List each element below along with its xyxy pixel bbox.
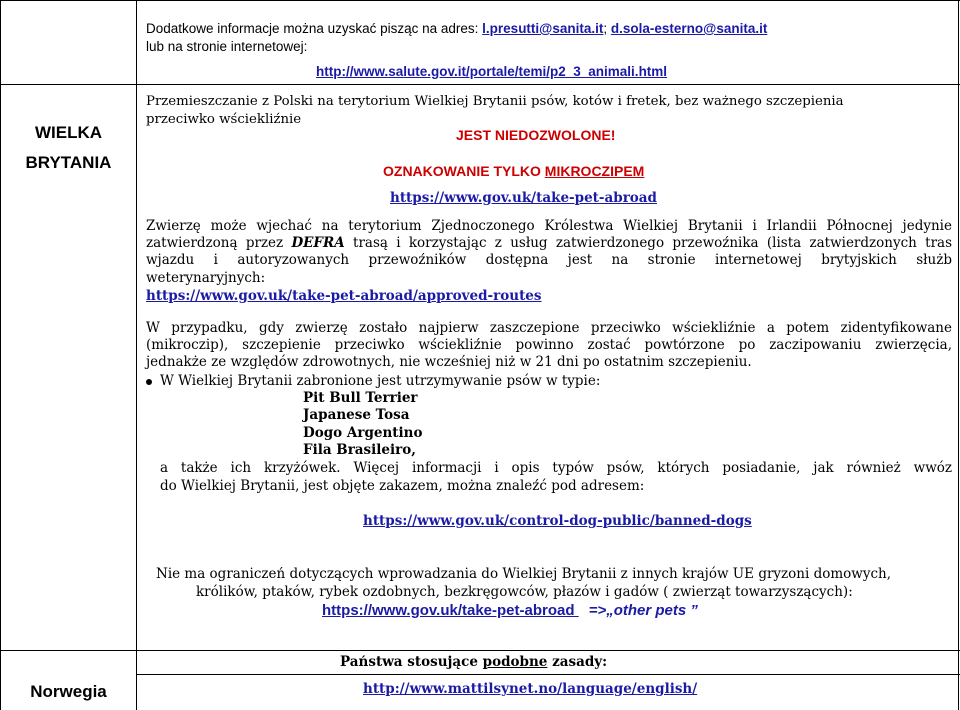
entry-line2-pre: zatwierdzoną przez (146, 235, 284, 251)
norway-rules-suffix: zasady: (552, 654, 608, 670)
contact-website-label: lub na stronie internetowej: (146, 39, 308, 54)
defra-term: DEFRA (291, 235, 345, 251)
not-allowed-warning: JEST NIEDOZWOLONE! (456, 127, 616, 143)
email-separator: ; (603, 21, 608, 36)
email-link-presutti[interactable]: l.presutti@sanita.it (482, 21, 604, 36)
banned-dogs-link-line (363, 513, 752, 530)
banned-breed-1: Pit Bull Terrier (303, 390, 418, 406)
vaccination-line-2: (mikroczip), szczepienie przeciwko wściekliźnie powinno zostać powtórzone po zaczipowaniu zwierzęcia, (146, 337, 952, 353)
bullet-icon (146, 379, 152, 385)
routes-link-line (146, 288, 542, 305)
other-pets-link[interactable]: https://www.gov.uk/take-pet-abroad (322, 602, 579, 619)
salute-link[interactable]: http://www.salute.gov.it/portale/temi/p2_3_animali.html (316, 64, 668, 79)
banned-dogs-link[interactable]: https://www.gov.uk/control-dog-public/banned-dogs (363, 513, 752, 529)
contact-info-text: Dodatkowe informacje można uzyskać pisząc na adres: (146, 21, 479, 36)
banned-breed-3: Dogo Argentino (303, 425, 423, 441)
contact-website-line (316, 63, 667, 80)
table-border-right (958, 0, 959, 710)
vaccination-line-3: jednakże ze względów zdrowotnych, nie wcześniej niż w 21 dni po ostatnim szczepieniu. (146, 354, 752, 370)
table-column-divider (136, 0, 137, 710)
crosses-line-1: a także ich krzyżówek. Więcej informacji i opis typów psów, których posiadanie, jak również wwóz (160, 460, 952, 476)
country-label-uk (1, 118, 136, 178)
banned-breed-4: Fila Brasileiro, (303, 442, 416, 458)
crosses-line-2: do Wielkiej Brytanii, jest objęte zakazem, można znaleźć pod adresem: (160, 478, 645, 494)
approved-routes-link[interactable]: https://www.gov.uk/take-pet-abroad/approved-routes (146, 288, 542, 304)
pet-abroad-link-line (390, 190, 657, 207)
norway-row-divider (0, 650, 960, 651)
microchip-word: MIKROCZIPEM (544, 163, 645, 179)
vaccination-line-1: W przypadku, gdy zwierzę zostało najpierw zaszczepione przeciwko wściekliźnie a potem zidentyfikowane (146, 320, 952, 336)
country-label-uk-line2: BRYTANIA (25, 153, 112, 172)
other-pets-line-1: Nie ma ograniczeń dotyczących wprowadzania do Wielkiej Brytanii z innych krajów UE gryzoni domowych, (156, 566, 892, 582)
pet-abroad-link[interactable]: https://www.gov.uk/take-pet-abroad (390, 190, 657, 206)
entry-paragraph-line-3: wjazdu i autoryzowanych przewoźników dostępna jest na stronie internetowej brytyjskich służb (146, 252, 952, 268)
norway-rules-underlined: podobne (482, 654, 548, 670)
microchip-requirement (383, 163, 644, 180)
movement-line-1: Przemieszczanie z Polski na terytorium Wielkiej Brytanii psów, kotów i fretek, bez ważnego szczepienia (146, 94, 844, 109)
other-pets-arrow: =>„other pets ” (588, 602, 698, 619)
ban-intro: W Wielkiej Brytanii zabronione jest utrzymywanie psów w typie: (160, 373, 601, 389)
country-label-norway: Norwegia (30, 682, 107, 701)
email-link-sola[interactable]: d.sola-esterno@sanita.it (610, 21, 768, 36)
contact-info-line (146, 20, 767, 37)
table-border-left (0, 0, 1, 710)
norway-rules-prefix: Państwa stosujące (340, 654, 478, 670)
entry-line2-post: trasą i korzystając z usług zatwierdzonego przewoźnika (lista zatwierdzonych tras (353, 235, 952, 251)
entry-paragraph-line-4: weterynaryjnych: (146, 270, 266, 286)
banned-breed-2: Japanese Tosa (303, 407, 410, 423)
microchip-prefix: OZNAKOWANIE TYLKO (383, 163, 541, 179)
mattilsynet-link[interactable]: http://www.mattilsynet.no/language/english/ (363, 681, 698, 697)
norway-link-line (363, 681, 697, 698)
norway-rules-heading (340, 654, 607, 671)
movement-line-2: przeciwko wściekliźnie (146, 112, 302, 127)
country-label-uk-line1: WIELKA (34, 123, 103, 142)
other-pets-line-2: królików, ptaków, rybek ozdobnych, bezkręgowców, płazów i gadów ( zwierząt towarzyszących): (196, 584, 853, 600)
entry-paragraph-line-1: Zwierzę może wjechać na terytorium Zjednoczonego Królestwa Wielkiej Brytanii i Irlandii Północnej jedynie (146, 218, 952, 234)
table-border-top (0, 0, 960, 1)
contact-row-divider (0, 84, 960, 85)
other-pets-link-line (322, 602, 698, 619)
norway-inner-divider (136, 674, 960, 675)
entry-paragraph-line-2 (146, 235, 952, 252)
